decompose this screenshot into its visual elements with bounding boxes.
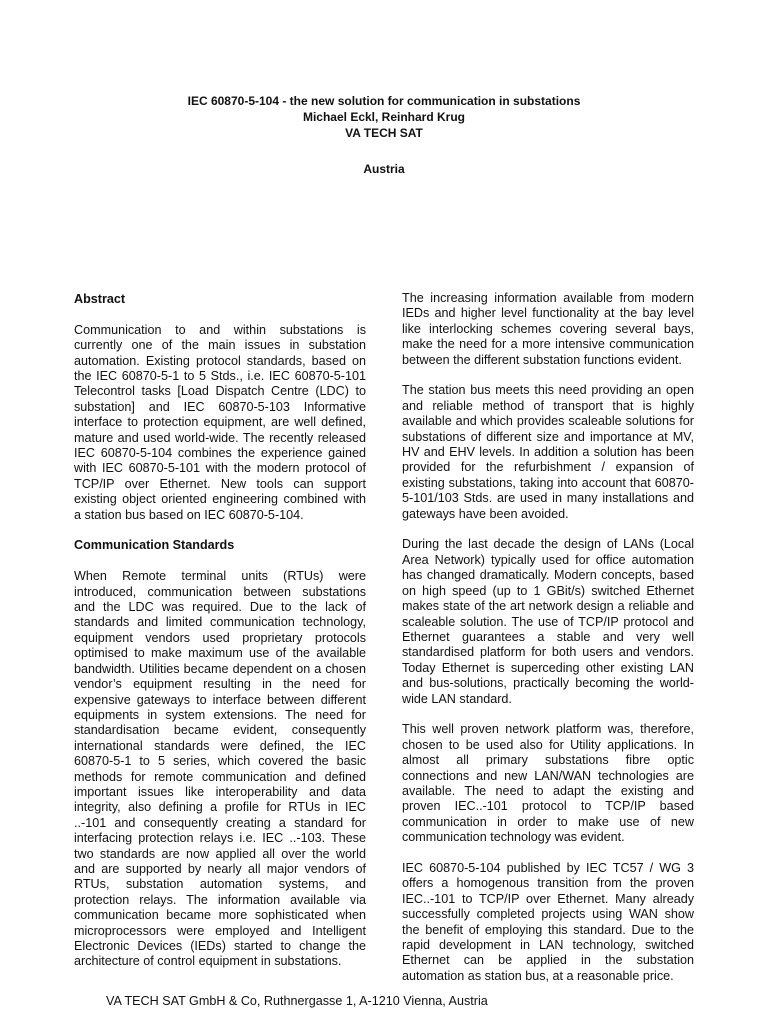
left-column (74, 292, 366, 985)
standards-heading: Communication Standards (74, 538, 235, 553)
page-footer: VA TECH SAT GmbH & Co, Ruthnergasse 1, A-1210 Vienna, Austria (106, 994, 488, 1008)
right-column (402, 291, 694, 1000)
abstract-heading: Abstract (74, 292, 126, 306)
body-paragraph: The increasing information available from modern IEDs and higher level functionality at the bay level like interlocking schemes covering several bays, make the need for a more intensive communication between the different substation functions evident. (402, 291, 694, 367)
body-paragraph: IEC 60870-5-104 published by IEC TC57 / WG 3 offers a homogenous transition from the proven IEC..-101 to TCP/IP over Ethernet. Many already successfully completed projects using WAN show the benefit of employing this standard. Due to the rapid development in LAN technology, switched Ethernet can be applied in the substation automation as station bus, at a reasonable price. (402, 860, 694, 983)
paper-country: Austria (363, 162, 405, 176)
body-paragraph: During the last decade the design of LANs (Local Area Network) typically used for office automation has changed dramatically. Modern concepts, based on high speed (up to 1 GBit/s) switched Ethernet makes state of the art network design a reliable and scaleable solution. The use of TCP/IP protocol and Ethernet guarantees a stable and very well standardised platform for both users and vendors. Today Ethernet is superceding other existing LAN and bus-solutions, practically becoming the world-wide LAN standard. (402, 537, 694, 706)
abstract-paragraph: Communication to and within substations is currently one of the main issues in substation automation. Existing protocol standards, based on the IEC 60870-5-1 to 5 Stds., i.e. IEC 60870-5-101 Telecontrol tasks [Load Dispatch Centre (LDC) to substation] and IEC 60870-5-103 Informative interface to protection equipment, are well defined, mature and used world-wide. The recently released IEC 60870-5-104 combines the experience gained with IEC 60870-5-101 with the modern protocol of TCP/IP over Ethernet. New tools can support existing object oriented engineering combined with a station bus based on IEC 60870-5-104. (74, 322, 366, 522)
paper-title: IEC 60870-5-104 - the new solution for communication in substations (187, 94, 581, 108)
body-paragraph: This well proven network platform was, therefore, chosen to be used also for Utility applications. In almost all primary substations fibre optic connections and new LAN/WAN technologies are available. The need to adapt the existing and proven IEC..-101 protocol to TCP/IP based communication in order to make use of new communication technology was evident. (402, 722, 694, 845)
paper-authors: Michael Eckl, Reinhard Krug (302, 110, 466, 124)
standards-paragraph: When Remote terminal units (RTUs) were introduced, communication between substations and the LDC was required. Due to the lack of standards and limited communication technology, equipment vendors used proprietary protocols optimised to make maximum use of the available bandwidth. Utilities became dependent on a chosen vendor’s equipment resulting in the need for expensive gateways to interface between different equipments in system extensions. The need for standardisation became evident, consequently international standards were defined, the IEC 60870-5-1 to 5 series, which covered the basic methods for remote communication and defined important issues like interoperability and data integrity, also defining a profile for RTUs in IEC ..-101 and consequently creating a standard for interfacing protection relays i.e. IEC ..-103. These two standards are now applied all over the world and are supported by nearly all major vendors of RTUs, substation automation systems, and protection relays. The information available via communication became more sophisticated when microprocessors were employed and Intelligent Electronic Devices (IEDs) started to change the architecture of control equipment in substations. (74, 569, 366, 969)
paper-header (0, 93, 768, 177)
paper-organization: VA TECH SAT (345, 126, 423, 140)
body-paragraph: The station bus meets this need providing an open and reliable method of transport that is highly available and which provides scaleable solutions for substations of different size and importance at MV, HV and EHV levels. In addition a solution has been provided for the refurbishment / expansion of existing substations, taking into account that 60870-5-101/103 Stds. are used in many installations and gateways have been avoided. (402, 383, 694, 521)
